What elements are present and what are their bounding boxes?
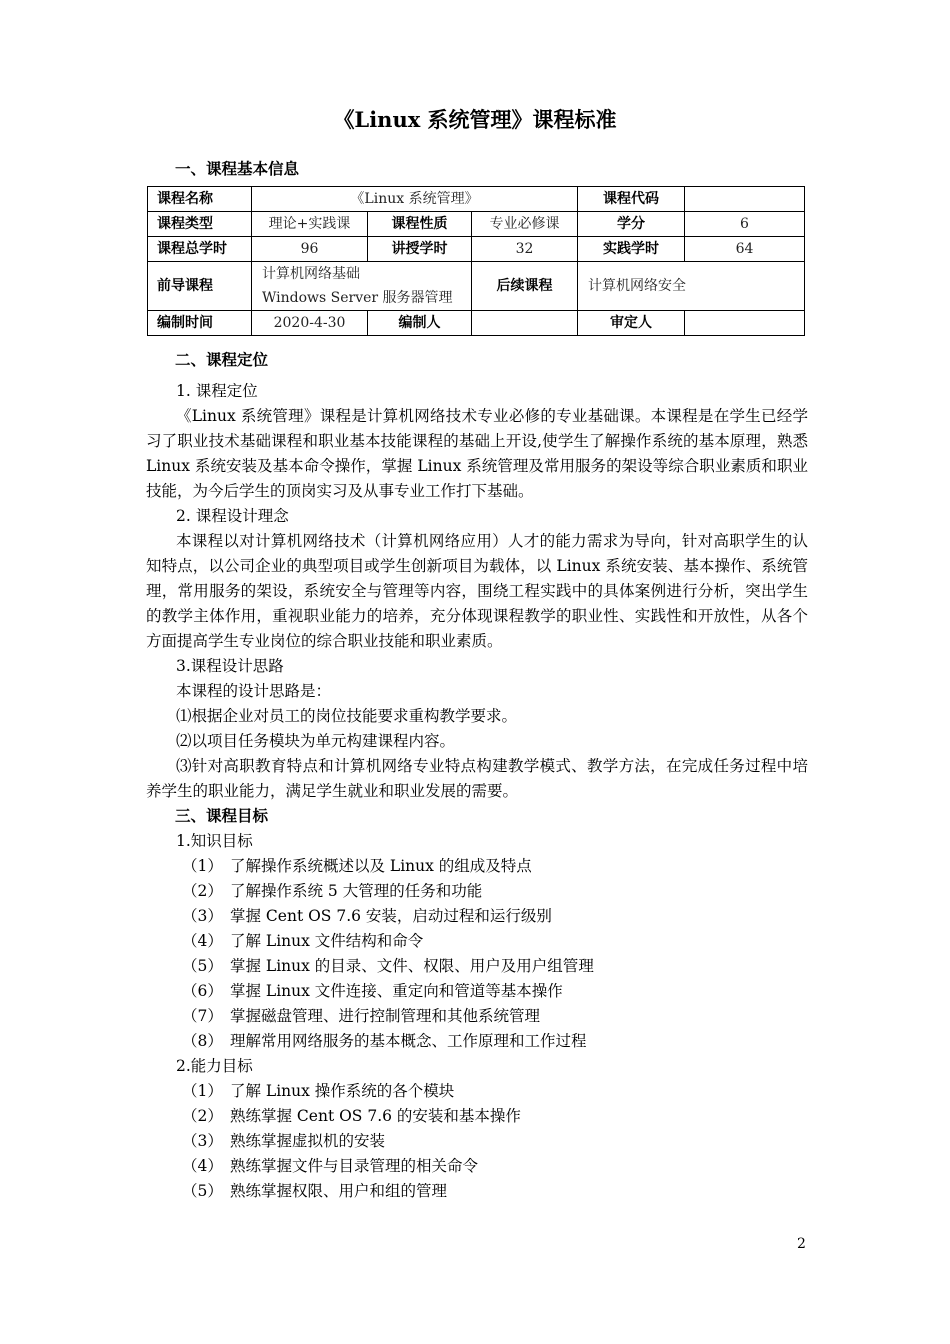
document-title: 《Linux 系统管理》课程标准: [333, 107, 617, 132]
table-cell: [472, 311, 578, 336]
list-item: [182, 879, 482, 904]
list-item: [182, 954, 594, 979]
table-row: [148, 262, 805, 311]
course-info-table: [147, 186, 805, 336]
list-item: [182, 1154, 478, 1179]
list-item: [182, 1004, 540, 1029]
table-cell: 《Linux 系统管理》: [252, 187, 578, 212]
list-item: ⑴根据企业对员工的岗位技能要求重构教学要求。: [176, 707, 518, 725]
table-cell: 审定人: [578, 311, 685, 336]
item-text: 了解操作系统 5 大管理的任务和功能: [230, 882, 483, 900]
table-cell: 课程名称: [148, 187, 252, 212]
item-number: （4）: [182, 932, 223, 950]
prerequisite-course: 计算机网络基础: [262, 266, 360, 282]
table-row: [148, 237, 805, 262]
item-number: （4）: [182, 1157, 223, 1175]
list-item: ⑶针对高职教育特点和计算机网络专业特点构建教学模式、教学方法，在完成任务过程中培养学生的职业能力，满足学生就业和职业发展的需要。: [146, 757, 808, 800]
table-cell: 讲授学时: [368, 237, 472, 262]
table-cell: 课程总学时: [148, 237, 252, 262]
paragraph: 本课程的设计思路是：: [176, 682, 332, 700]
table-cell: 32: [472, 237, 578, 262]
item-number: （1）: [182, 1082, 223, 1100]
table-cell: 6: [685, 212, 805, 237]
table-cell: 计算机网络安全: [578, 262, 805, 311]
paragraph: 本课程以对计算机网络技术（计算机网络应用）人才的能力需求为导向，针对高职学生的认知特点，以公司企业的典型项目或学生创新项目为载体，以 Linux 系统安装、基本操作、系统管理，常用服务的架设，系统安全与管理等内容，围绕工程实践中的具体案例进行分析，突出学生的教学主体作用，重视职业能力的培养，充分体现课程教学的职业性、实践性和开放性，从各个方面提高学生专业岗位的综合职业技能和职业素质。: [146, 532, 808, 650]
table-cell: 课程代码: [578, 187, 685, 212]
item-text: 了解 Linux 文件结构和命令: [230, 932, 424, 950]
list-item: [182, 929, 423, 954]
item-number: （1）: [182, 857, 223, 875]
item-number: （3）: [182, 1132, 223, 1150]
table-cell: 理论+实践课: [252, 212, 368, 237]
table-cell: 后续课程: [472, 262, 578, 311]
table-cell: 课程性质: [368, 212, 472, 237]
list-item: [182, 1079, 454, 1104]
item-number: （5）: [182, 1182, 223, 1200]
table-cell: 96: [252, 237, 368, 262]
list-item: [182, 979, 563, 1004]
item-text: 掌握 Linux 文件连接、重定向和管道等基本操作: [230, 982, 563, 1000]
item-number: （5）: [182, 957, 223, 975]
table-cell: [685, 311, 805, 336]
table-cell: 64: [685, 237, 805, 262]
list-item: [182, 854, 532, 879]
item-number: （2）: [182, 882, 223, 900]
table-row: [148, 212, 805, 237]
table-cell: [685, 187, 805, 212]
item-text: 熟练掌握 Cent OS 7.6 的安装和基本操作: [230, 1107, 521, 1125]
section-heading-positioning: 二、课程定位: [175, 350, 269, 369]
list-item: [182, 1104, 521, 1129]
list-item: [182, 904, 552, 929]
paragraph: 《Linux 系统管理》课程是计算机网络技术专业必修的专业基础课。本课程是在学生已经学习了职业技术基础课程和职业基本技能课程的基础上开设,使学生了解操作系统的基本原理，熟悉 Linux 系统安装及基本命令操作，掌握 Linux 系统管理及常用服务的架设等综合职业素质和职业技能，为今后学生的顶岗实习及从事专业工作打下基础。: [146, 407, 808, 500]
item-text: 理解常用网络服务的基本概念、工作原理和工作过程: [230, 1032, 587, 1050]
item-text: 掌握 Linux 的目录、文件、权限、用户及用户组管理: [230, 957, 594, 975]
item-text: 熟练掌握权限、用户和组的管理: [230, 1182, 448, 1200]
table-cell: 专业必修课: [472, 212, 578, 237]
item-text: 熟练掌握文件与目录管理的相关命令: [230, 1157, 479, 1175]
page-number: 2: [797, 1236, 806, 1252]
item-text: 掌握 Cent OS 7.6 安装，启动过程和运行级别: [230, 907, 552, 925]
item-text: 了解操作系统概述以及 Linux 的组成及特点: [230, 857, 532, 875]
subsection-title: 2.能力目标: [176, 1057, 253, 1075]
list-item: [182, 1129, 385, 1154]
item-number: （7）: [182, 1007, 223, 1025]
table-row: [148, 311, 805, 336]
table-cell: 编制人: [368, 311, 472, 336]
subsection-title: 2. 课程设计理念: [176, 507, 289, 525]
table-cell: [252, 262, 472, 311]
item-number: （2）: [182, 1107, 223, 1125]
list-item: ⑵以项目任务模块为单元构建课程内容。: [176, 732, 456, 750]
subsection-title: 1. 课程定位: [176, 382, 258, 400]
prerequisite-course: Windows Server 服务器管理: [262, 290, 453, 306]
table-cell: 学分: [578, 212, 685, 237]
subsection-title: 1.知识目标: [176, 832, 253, 850]
subsection-title: 3.课程设计思路: [176, 657, 284, 675]
list-item: [182, 1179, 447, 1204]
item-number: （8）: [182, 1032, 223, 1050]
table-cell: 2020-4-30: [252, 311, 368, 336]
table-cell: 课程类型: [148, 212, 252, 237]
table-row: [148, 187, 805, 212]
item-text: 熟练掌握虚拟机的安装: [230, 1132, 386, 1150]
item-text: 了解 Linux 操作系统的各个模块: [230, 1082, 455, 1100]
list-item: [182, 1029, 587, 1054]
item-number: （3）: [182, 907, 223, 925]
table-cell: 编制时间: [148, 311, 252, 336]
item-number: （6）: [182, 982, 223, 1000]
item-text: 掌握磁盘管理、进行控制管理和其他系统管理: [230, 1007, 541, 1025]
table-cell: 实践学时: [578, 237, 685, 262]
section-heading-goals: 三、课程目标: [175, 806, 269, 825]
table-cell: 前导课程: [148, 262, 252, 311]
section-heading-basic-info: 一、课程基本信息: [175, 159, 300, 178]
